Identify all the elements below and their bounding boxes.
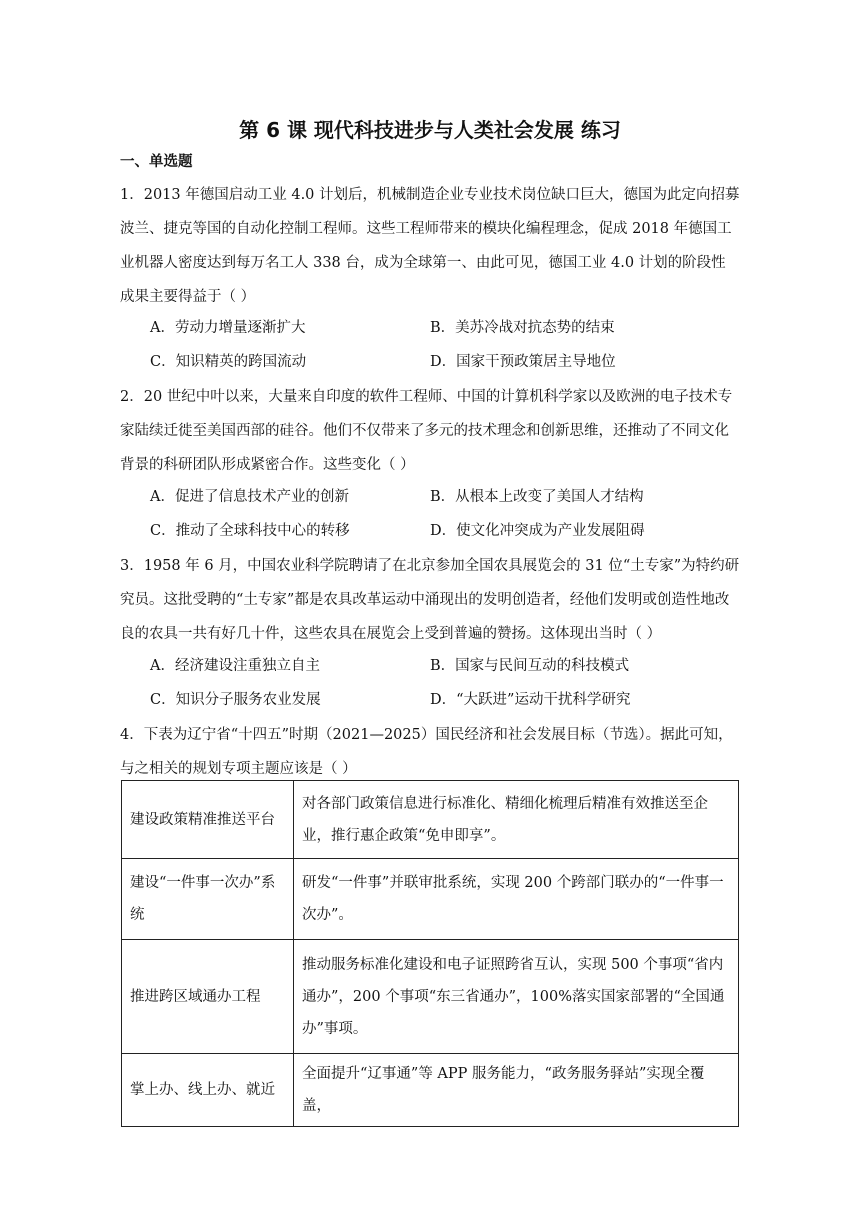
question-2-option-a[interactable]: A．促进了信息技术产业的创新	[150, 489, 349, 505]
question-3-option-a[interactable]: A．经济建设注重独立自主	[150, 658, 320, 674]
question-3-stem: 3．1958 年 6 月，中国农业科学院聘请了在北京参加全国农具展览会的 31 位“土专家”为特约研究员。这批受聘的“土专家”都是农具改革运动中涌现出的发明创造者，经他们发明或创造性地改良的农具一共有好几十件，这些农具在展览会上受到普遍的赞扬。这体现出当时（ ）	[120, 558, 740, 642]
table-cell-detail: 推动服务标准化建设和电子证照跨省互认，实现 500 个事项“省内通办”，200 个事项“东三省通办”，100%落实国家部署的“全国通办”事项。	[294, 940, 739, 1054]
question-3-option-c[interactable]: C．知识分子服务农业发展	[150, 692, 321, 708]
question-3-option-b[interactable]: B．国家与民间互动的科技模式	[430, 658, 630, 674]
table-cell-item: 建设政策精准推送平台	[122, 781, 294, 859]
question-1-stem: 1．2013 年德国启动工业 4.0 计划后，机械制造企业专业技术岗位缺口巨大，德国为此定向招募波兰、捷克等国的自动化控制工程师。这些工程师带来的模块化编程理念，促成 2018 年德国工业机器人密度达到每万名工人 338 台，成为全球第一、由此可见，德国工业 4.0 计划的阶段性成果主要得益于（ ）	[120, 187, 740, 305]
table-cell-item: 掌上办、线上办、就近	[122, 1054, 294, 1127]
question-2-option-c[interactable]: C．推动了全球科技中心的转移	[150, 523, 350, 539]
question-4-stem: 4．下表为辽宁省“十四五”时期（2021—2025）国民经济和社会发展目标（节选）。据此可知，与之相关的规划专项主题应该是（ ）	[120, 727, 733, 777]
question-2-option-d[interactable]: D．使文化冲突成为产业发展阻碍	[430, 523, 645, 539]
question-1-option-d[interactable]: D．国家干预政策居主导地位	[430, 354, 616, 370]
table-cell-item: 建设“一件事一次办”系统	[122, 859, 294, 940]
table-cell-detail: 全面提升“辽事通”等 APP 服务能力，“政务服务驿站”实现全覆盖，	[294, 1054, 739, 1127]
table-row	[122, 1054, 739, 1127]
question-1-option-c[interactable]: C．知识精英的跨国流动	[150, 354, 307, 370]
question-2-option-b[interactable]: B．从根本上改变了美国人才结构	[430, 489, 644, 505]
table-cell-detail: 对各部门政策信息进行标准化、精细化梳理后精准有效推送至企业，推行惠企政策“免申即享”。	[294, 781, 739, 859]
question-3-option-d[interactable]: D．“大跃进”运动干扰科学研究	[430, 692, 631, 708]
section-heading: 一、单选题	[120, 154, 193, 170]
table-row	[122, 781, 739, 859]
table-cell-item: 推进跨区域通办工程	[122, 940, 294, 1054]
question-1-option-a[interactable]: A．劳动力增量逐渐扩大	[150, 320, 306, 336]
question-1-option-b[interactable]: B．美苏冷战对抗态势的结束	[430, 320, 615, 336]
question-2-stem: 2．20 世纪中叶以来，大量来自印度的软件工程师、中国的计算机科学家以及欧洲的电子技术专家陆续迁徙至美国西部的硅谷。他们不仅带来了多元的技术理念和创新思维，还推动了不同文化背景的科研团队形成紧密合作。这些变化（ ）	[120, 389, 733, 473]
page-title: 第 6 课 现代科技进步与人类社会发展 练习	[239, 118, 621, 142]
table-cell-detail: 研发“一件事”并联审批系统，实现 200 个跨部门联办的“一件事一次办”。	[294, 859, 739, 940]
goals-table	[121, 780, 739, 1127]
table-row	[122, 859, 739, 940]
table-row	[122, 940, 739, 1054]
